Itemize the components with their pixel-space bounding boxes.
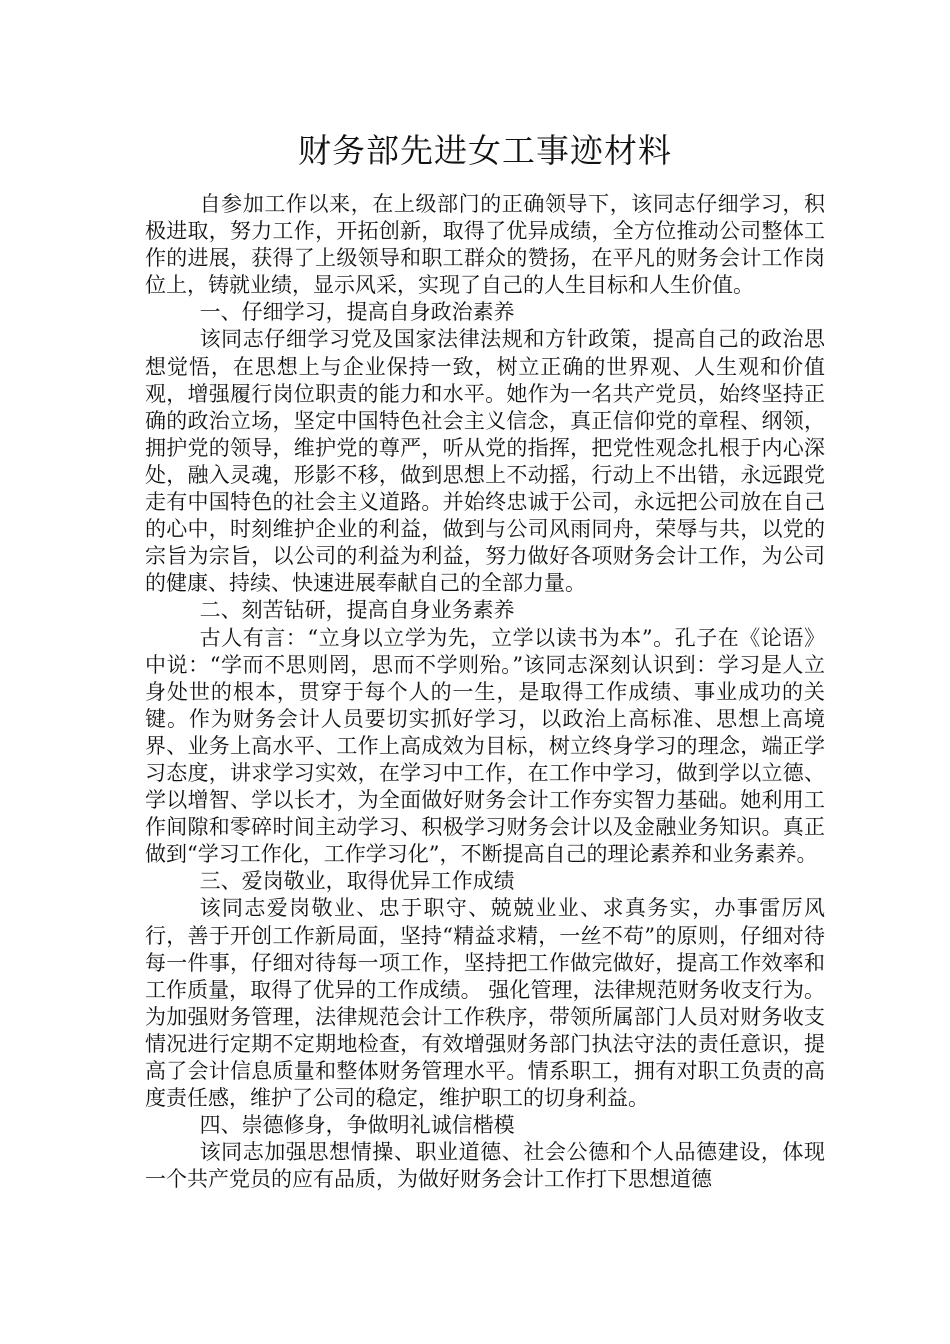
- document-page: [145, 125, 825, 1193]
- paragraph-section-1: 该同志仔细学习党及国家法律法规和方针政策，提高自己的政治思想觉悟，在思想上与企业保持一致，树立正确的世界观、人生观和价值观，增强履行岗位职责的能力和水平。她作为一名共产党员，始终坚持正确的政治立场，坚定中国特色社会主义信念，真正信仰党的章程、纲领，拥护党的领导，维护党的尊严，听从党的指挥，把党性观念扎根于内心深处，融入灵魂，形影不移，做到思想上不动摇，行动上不出错，永远跟党走有中国特色的社会主义道路。并始终忠诚于公司，永远把公司放在自己的心中，时刻维护企业的利益，做到与公司风雨同舟，荣辱与共，以党的宗旨为宗旨，以公司的利益为利益，努力做好各项财务会计工作，为公司的健康、持续、快速进展奉献自己的全部力量。: [145, 327, 825, 596]
- document-title: 财务部先进女工事迹材料: [298, 131, 672, 170]
- section-heading-3: 三、爱岗敬业，取得优异工作成绩: [199, 869, 515, 894]
- paragraph-intro: 自参加工作以来，在上级部门的正确领导下，该同志仔细学习，积极进取，努力工作，开拓创新，取得了优异成绩，全方位推动公司整体工作的进展，获得了上级领导和职工群众的赞扬，在平凡的财务会计工作岗位上，铸就业绩，显示风采，实现了自己的人生目标和人生价值。: [145, 192, 825, 298]
- paragraph-section-2: 古人有言：“立身以立学为先，立学以读书为本”。孔子在《论语》中说：“学而不思则罔，思而不学则殆。”该同志深刻认识到：学习是人立身处世的根本，贯穿于每个人的一生，是取得工作成绩、事业成功的关键。作为财务会计人员要切实抓好学习，以政治上高标准、思想上高境界、业务上高水平、工作上高成效为目标，树立终身学习的理念，端正学习态度，讲求学习实效，在学习中工作，在工作中学习，做到学以立德、学以增智、学以长才，为全面做好财务会计工作夯实智力基础。她利用工作间隙和零碎时间主动学习、积极学习财务会计以及金融业务知识。真正做到“学习工作化，工作学习化”，不断提高自己的理论素养和业务素养。: [145, 625, 825, 867]
- section-heading-4: 四、崇德修身，争做明礼诚信楷模: [199, 1113, 515, 1138]
- document-body: [145, 191, 825, 1193]
- section-heading-2: 二、刻苦钻研，提高自身业务素养: [199, 598, 515, 623]
- paragraph-section-3: 该同志爱岗敬业、忠于职守、兢兢业业、求真务实，办事雷厉风行，善于开创工作新局面，坚持“精益求精，一丝不苟”的原则，仔细对待每一件事，仔细对待每一项工作，坚持把工作做完做好，提高工作效率和工作质量，取得了优异的工作成绩。 强化管理，法律规范财务收支行为。为加强财务管理，法律规范会计工作秩序，带领所属部门人员对财务收支情况进行定期不定期地检查，有效增强财务部门执法守法的责任意识，提高了会计信息质量和整体财务管理水平。情系职工，拥有对职工负责的高度责任感，维护了公司的稳定，维护职工的切身利益。: [145, 896, 825, 1111]
- section-heading-1: 一、仔细学习，提高自身政治素养: [199, 300, 515, 325]
- paragraph-section-4: 该同志加强思想情操、职业道德、社会公德和个人品德建设，体现一个共产党员的应有品质，为做好财务会计工作打下思想道德: [145, 1140, 825, 1192]
